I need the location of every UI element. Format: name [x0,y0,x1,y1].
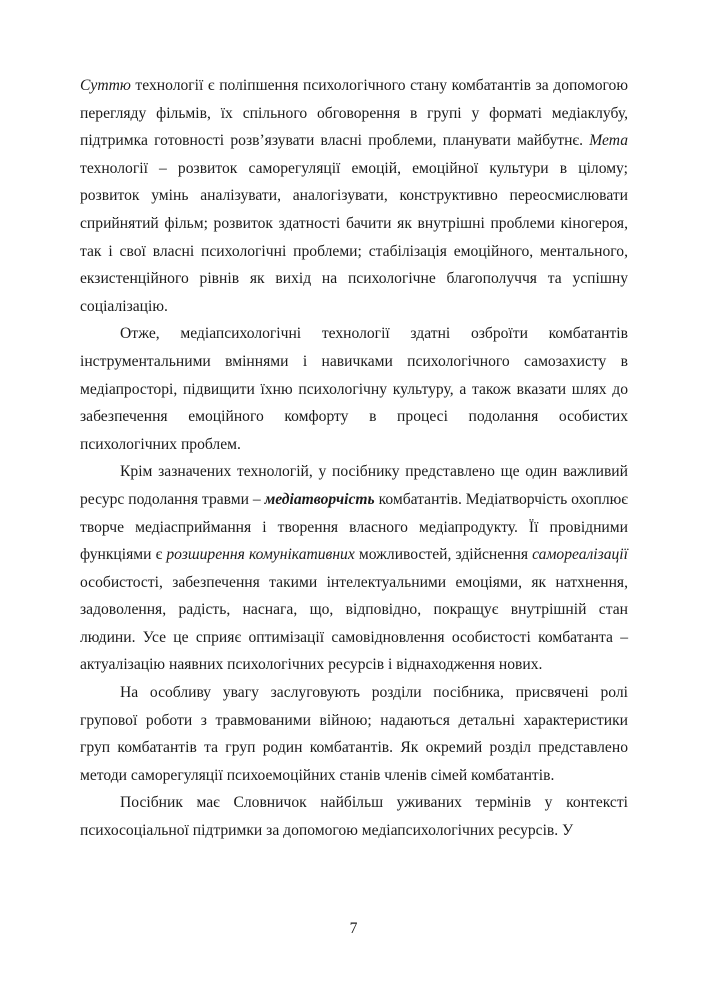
text-segment: Посібник має Словничок найбільш уживаних термінів у контексті психосоціальної підтримки за допомогою медіапсихологічних ресурсів. У [80,794,628,840]
text-segment: Крім зазначених технологій, у посібнику представлено ще один важливий ресурс подолання травми – [80,463,628,508]
text-segment: технології – розвиток саморегуляції емоцій, емоційної культури в цілому; розвиток умінь аналізувати, аналогізувати, конструктивно переосмислювати сприйнятий фільм; розвиток здатності бачити як внутрішні проблеми кіногероя, так і свої власні психологічні проблеми; стабілізація емоційного, ментального, екзистенційного рівнів як вихід на психологічне благополуччя та успішну соціалізацію. [80,159,628,315]
term-self-realization: самореалізації [532,546,628,564]
body-text [80,72,628,845]
text-segment: комбатантів. Медіатворчість охоплює творче медіасприймання і творення власного медіапродукту. Її провідними функціями є [80,490,628,564]
paragraph-conclusion [80,320,628,458]
term-communicative: розширення комунікативних [166,546,355,564]
page-number: 7 [349,920,358,937]
term-media-creativity: медіатворчість [264,490,375,508]
text-segment: технології є поліпшення психологічного стану комбатантів за допомогою перегляду фільмів, їх спільного обговорення в групі у форматі медіаклубу, підтримка готовності розв’язувати власні проблеми, планувати майбутнє. [80,77,628,150]
text-segment: можливостей, здійснення [354,546,533,564]
paragraph-essence-and-goal [80,72,628,320]
paragraph-media-creativity [80,458,628,679]
text-segment: особистості, забезпечення такими інтелектуальними емоціями, як натхнення, задоволення, радість, наснага, що, відповідно, покращує внутрішній стан людини. Усе це сприяє оптимізації самовідновлення особистості комбатанта – актуалізацію наявних психологічних ресурсів і віднаходження нових. [80,573,628,674]
paragraph-glossary [80,789,628,844]
text-segment: На особливу увагу заслуговують розділи посібника, присвячені ролі групової роботи з травмованими війною; надаються детальні характеристики груп комбатантів та груп родин комбатантів. Як окремий розділ представлено методи саморегуляції психоемоційних станів членів сімей комбатантів. [80,684,628,784]
paragraph-group-work [80,679,628,789]
term-goal: Мета [589,132,628,150]
text-segment: Отже, медіапсихологічні технології здатні озброїти комбатантів інструментальними вміннями і навичками психологічного самозахисту в медіапросторі, підвищити їхню психологічну культуру, а також вказати шлях до забезпечення емоційного комфорту в процесі подолання особистих психологічних проблем. [80,325,628,453]
term-essence: Суттю [80,77,131,94]
